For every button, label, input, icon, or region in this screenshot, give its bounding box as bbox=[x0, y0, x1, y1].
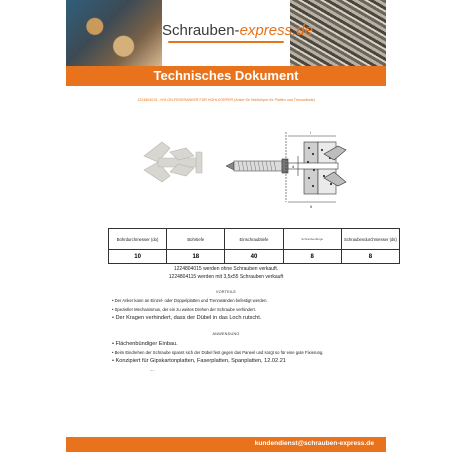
document-subtitle: 1224804015 - NYLON-FEDERANKER FÜR HOHLKÖRPER (Anker für Hohlkörper für Platten und Trennwände) bbox=[137, 98, 315, 102]
anchor-photo bbox=[144, 142, 202, 182]
svg-text:d: d bbox=[292, 164, 295, 169]
specification-table bbox=[108, 228, 400, 264]
list-item: • Spezieller Mechanismus, der ein zu weites Drehen der Schraube verhindert. bbox=[112, 306, 256, 312]
list-item: • Der Kragen verhindert, dass der Dübel in das Loch rutscht. bbox=[112, 315, 262, 322]
table-header-cell: Bohrdurchmesser (do) bbox=[109, 229, 167, 250]
anwendung-list bbox=[112, 340, 362, 374]
sale-notes bbox=[66, 265, 386, 281]
brand-swoosh bbox=[168, 41, 284, 43]
svg-text:l: l bbox=[310, 130, 311, 135]
table-cell: 8 bbox=[341, 250, 399, 264]
header-banner bbox=[66, 0, 386, 66]
anchor-illustration bbox=[66, 112, 386, 212]
brand-logo bbox=[162, 18, 313, 44]
anwendung-title: ANWENDUNG bbox=[212, 332, 240, 336]
table-header-row bbox=[109, 229, 400, 250]
document-page bbox=[66, 0, 397, 452]
brand-accent-text: express.de bbox=[239, 22, 313, 39]
table-header-cell: Einschraubtiefe bbox=[225, 229, 283, 250]
list-item: • Beim Eindrehen der Schraube spannt sich der Dübel fest gegen das Paneel und sorgt so für eine gute Fixierung. bbox=[112, 349, 324, 355]
list-item: • Flächenbündiger Einbau. bbox=[112, 341, 178, 347]
table-cell: 40 bbox=[225, 250, 283, 264]
screw-drawing bbox=[226, 161, 282, 171]
table-row bbox=[109, 250, 400, 264]
svg-text:lt: lt bbox=[310, 204, 312, 209]
footer-email[interactable]: kundendienst@schrauben-express.de bbox=[254, 440, 374, 447]
list-item: • Konzipiert für Gipskartonplatten, Faserplatten, Spanplatten, 12.02.21 bbox=[112, 358, 286, 365]
table-cell: 8 bbox=[283, 250, 341, 264]
table-header-cell: Schraubendurchmesser (ds) bbox=[341, 229, 399, 250]
note-line: 1224804015 werden ohne Schrauben verkauft. bbox=[173, 266, 279, 272]
document-title: Technisches Dokument bbox=[66, 66, 386, 86]
table-cell: 10 bbox=[109, 250, 167, 264]
list-item: • Der Anker kann an Einzel- oder Doppelplatten und Trennwänden befestigt werden. bbox=[112, 298, 268, 303]
table-header-cell: Schraubenlänge bbox=[283, 229, 341, 250]
vorteile-list bbox=[112, 297, 362, 323]
vorteile-title: VORTEILE bbox=[215, 290, 237, 294]
table-header-cell: Bohrtiefe bbox=[167, 229, 225, 250]
footer-bar bbox=[66, 437, 386, 452]
note-line: 1224804115 werden mit 3,5x55 Schrauben verkauft bbox=[168, 274, 284, 280]
table-cell: 18 bbox=[167, 250, 225, 264]
workshop-photo bbox=[66, 0, 162, 66]
list-item: .... bbox=[150, 366, 155, 372]
brand-main-text: Schrauben- bbox=[162, 22, 240, 39]
product-drawings bbox=[66, 112, 386, 212]
